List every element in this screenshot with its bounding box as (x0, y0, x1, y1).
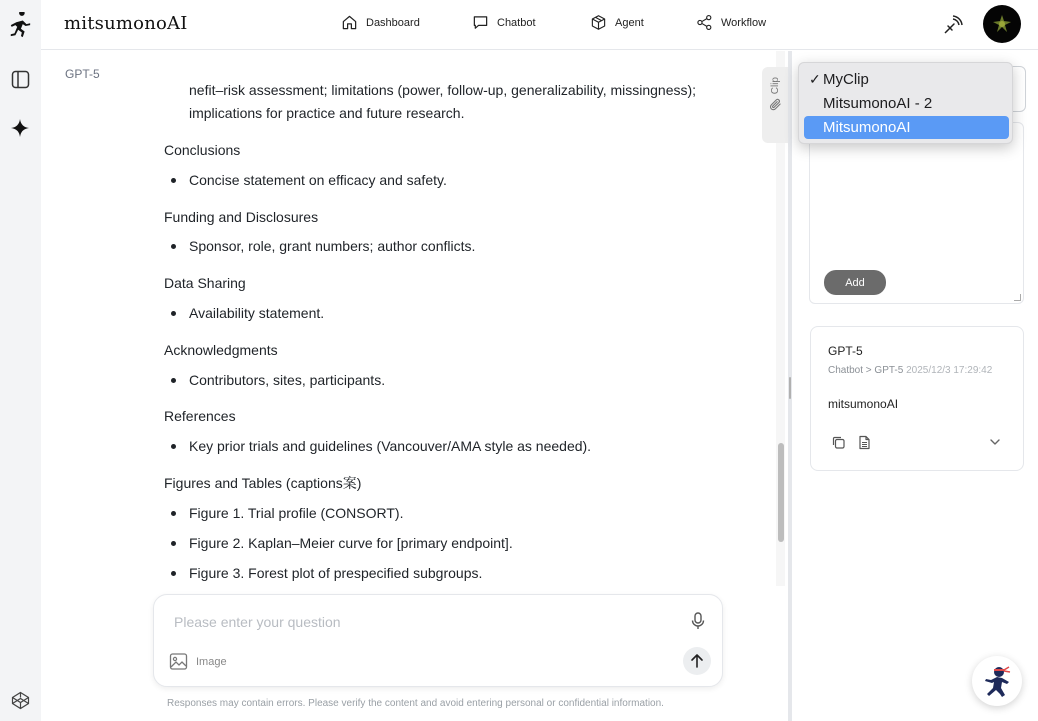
question-composer (153, 594, 723, 687)
list-item-text: Availability statement. (189, 305, 325, 321)
chevron-down-icon[interactable] (988, 435, 1004, 451)
clip-option-mitsumonoai[interactable] (804, 116, 1009, 139)
list-item-text: Sponsor, role, grant numbers; author conflicts. (189, 238, 476, 254)
nav-workflow-label: Workflow (721, 16, 767, 29)
question-input[interactable]: Please enter your question (174, 614, 341, 630)
clip-card-path[interactable]: Chatbot > GPT-5 (828, 365, 904, 376)
section-heading: References (164, 408, 236, 424)
list-item-text: Figure 1. Trial profile (CONSORT). (189, 505, 404, 521)
brand-title[interactable]: mitsumonoAI (64, 13, 188, 34)
sparkle-icon[interactable] (8, 116, 32, 140)
user-avatar[interactable] (983, 5, 1021, 43)
clip-card (810, 326, 1024, 471)
share-nodes-icon (696, 14, 713, 31)
clip-select-menu (798, 62, 1013, 144)
microphone-icon[interactable] (688, 611, 708, 631)
clip-tab-label: Clip (769, 77, 781, 95)
section-heading: Data Sharing (164, 275, 246, 291)
send-button[interactable] (683, 647, 711, 675)
connection-signal-icon[interactable] (941, 13, 965, 37)
nav-chatbot[interactable] (472, 14, 536, 31)
clip-option-myclip[interactable] (804, 68, 1009, 91)
nav-agent-label: Agent (615, 16, 644, 29)
clip-card-timestamp: 2025/12/3 17:29:42 (906, 365, 993, 376)
chat-scrollbar-thumb[interactable] (778, 443, 784, 542)
intro-line: implications for practice and future research. (189, 105, 465, 121)
nav-dashboard-label: Dashboard (366, 16, 420, 29)
clip-option-label: MyClip (823, 71, 869, 88)
list-item-text: Figure 2. Kaplan–Meier curve for [primary endpoint]. (189, 535, 513, 551)
assistant-mascot-button[interactable] (972, 656, 1022, 706)
message-model-label: GPT-5 (65, 67, 100, 81)
nav-agent[interactable] (590, 14, 644, 31)
sidebar-toggle-icon[interactable] (8, 67, 32, 91)
add-button[interactable]: Add (824, 270, 886, 295)
clip-option-mitsumonoai-2[interactable] (804, 92, 1009, 115)
clip-option-label: MitsumonoAI - 2 (823, 95, 933, 112)
section-heading: Figures and Tables (captions案) (164, 475, 362, 491)
codepen-icon[interactable] (8, 688, 32, 712)
section-heading: Acknowledgments (164, 342, 278, 358)
nav-workflow[interactable] (696, 14, 766, 31)
nav-chatbot-label: Chatbot (497, 16, 536, 29)
ninja-mascot-icon (980, 664, 1014, 698)
copy-icon[interactable] (831, 435, 847, 451)
intro-line: nefit–risk assessment; limitations (power, follow-up, generalizability, missingness); (189, 82, 697, 98)
chat-bubble-icon (472, 14, 489, 31)
left-rail (0, 0, 41, 721)
logo-runner-icon[interactable] (8, 14, 32, 38)
list-item-text: Contributors, sites, participants. (189, 372, 386, 388)
clip-card-body: mitsumonoAI (828, 397, 899, 411)
attach-image-label: Image (196, 655, 227, 668)
image-icon (169, 652, 188, 671)
cube-icon (590, 14, 607, 31)
attach-image-button[interactable] (169, 652, 227, 671)
list-item-text: Figure 3. Forest plot of prespecified subgroups. (189, 565, 483, 581)
home-icon (341, 14, 358, 31)
document-icon[interactable] (857, 435, 873, 451)
section-heading: Conclusions (164, 142, 241, 158)
resize-grip[interactable] (789, 377, 791, 399)
arrow-up-icon (689, 653, 705, 669)
clip-option-label: MitsumonoAI (823, 119, 911, 136)
nav-dashboard[interactable] (341, 14, 420, 31)
paperclip-icon (769, 98, 782, 111)
section-heading: Funding and Disclosures (164, 209, 319, 225)
top-header (41, 0, 1038, 50)
textarea-resize-handle[interactable] (1014, 294, 1021, 301)
avatar-plant-icon (990, 12, 1014, 36)
note-textarea[interactable] (809, 122, 1024, 304)
checkmark-icon: ✓ (809, 71, 821, 87)
clip-card-meta (828, 365, 992, 376)
list-item-text: Concise statement on efficacy and safety. (189, 172, 447, 188)
disclaimer-text: Responses may contain errors. Please verify the content and avoid entering personal or confidential information. (167, 698, 664, 709)
clip-tab[interactable] (762, 67, 788, 143)
list-item-text: Key prior trials and guidelines (Vancouver/AMA style as needed). (189, 438, 592, 454)
clip-card-title: GPT-5 (828, 344, 863, 358)
